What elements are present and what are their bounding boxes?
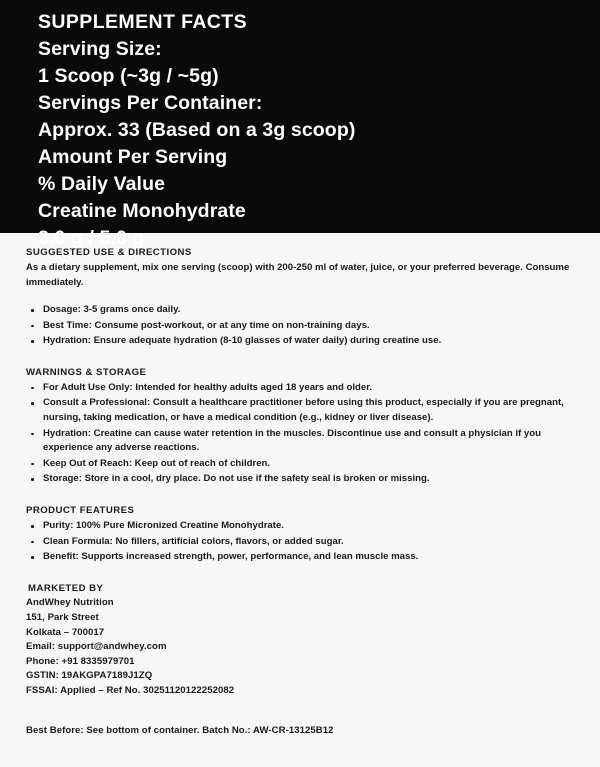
ingredient-amount: 3.0 g / 5.0 g xyxy=(38,227,145,249)
list-item: For Adult Use Only: Intended for healthy adults aged 18 years and older. xyxy=(26,381,580,396)
suggested-use-section xyxy=(26,246,580,349)
marketed-by-section xyxy=(26,582,580,699)
supplement-facts-title: SUPPLEMENT FACTS xyxy=(38,11,247,33)
daily-value-label: % Daily Value xyxy=(38,173,166,195)
warnings-list xyxy=(26,381,580,487)
suggested-use-list xyxy=(26,303,580,349)
company-name: AndWhey Nutrition xyxy=(26,597,114,609)
list-item: Consult a Professional: Consult a healthcare practitioner before using this product, especially if you are pregnant, nursing, taking medication, or have a medical condition (e.g., kidney or liver disease). xyxy=(26,396,580,425)
marketed-by-heading: MARKETED BY xyxy=(28,582,104,594)
fssai-number: FSSAI: Applied – Ref No. 30251120122252082 xyxy=(26,684,235,696)
supplement-facts-panel xyxy=(0,0,600,249)
serving-size-value: 1 Scoop (~3g / ~5g) xyxy=(38,65,219,87)
warnings-heading: WARNINGS & STORAGE xyxy=(26,366,147,378)
warnings-section xyxy=(26,366,580,487)
list-item: Clean Formula: No fillers, artificial colors, flavors, or added sugar. xyxy=(26,535,580,550)
list-item: Hydration: Creatine can cause water retention in the muscles. Discontinue use and consult a physician if you experience any adverse reactions. xyxy=(26,427,580,456)
list-item: Keep Out of Reach: Keep out of reach of children. xyxy=(26,457,580,472)
contact-phone: Phone: +91 8335979701 xyxy=(26,655,135,667)
list-item: Dosage: 3-5 grams once daily. xyxy=(26,303,580,318)
servings-per-container-label: Servings Per Container: xyxy=(38,92,263,114)
list-item: Purity: 100% Pure Micronized Creatine Monohydrate. xyxy=(26,519,580,534)
serving-size-label: Serving Size: xyxy=(38,38,162,60)
list-item: Benefit: Supports increased strength, power, performance, and lean muscle mass. xyxy=(26,550,580,565)
address-city: Kolkata – 700017 xyxy=(26,626,105,638)
ingredient-name: Creatine Monohydrate xyxy=(38,200,246,222)
best-before-batch: Best Before: See bottom of container. Batch No.: AW-CR-13125B12 xyxy=(26,725,334,737)
amount-per-serving-label: Amount Per Serving xyxy=(38,146,228,168)
contact-email: Email: support@andwhey.com xyxy=(26,641,167,653)
list-item: Best Time: Consume post-workout, or at any time on non-training days. xyxy=(26,319,580,334)
servings-per-container-value: Approx. 33 (Based on a 3g scoop) xyxy=(38,119,356,141)
product-features-section xyxy=(26,504,580,565)
product-features-heading: PRODUCT FEATURES xyxy=(26,504,135,516)
list-item: Storage: Store in a cool, dry place. Do not use if the safety seal is broken or missing. xyxy=(26,472,580,487)
suggested-use-paragraph: As a dietary supplement, mix one serving (scoop) with 200-250 ml of water, juice, or your preferred beverage. Consume immediately. xyxy=(26,262,570,288)
list-item: Hydration: Ensure adequate hydration (8-10 glasses of water daily) during creatine use. xyxy=(26,334,580,349)
label-body xyxy=(0,233,600,738)
gstin-number: GSTIN: 19AKGPA7189J1ZQ xyxy=(26,670,153,682)
suggested-use-heading: SUGGESTED USE & DIRECTIONS xyxy=(26,247,192,258)
address-street: 151, Park Street xyxy=(26,611,99,623)
product-features-list xyxy=(26,519,580,565)
